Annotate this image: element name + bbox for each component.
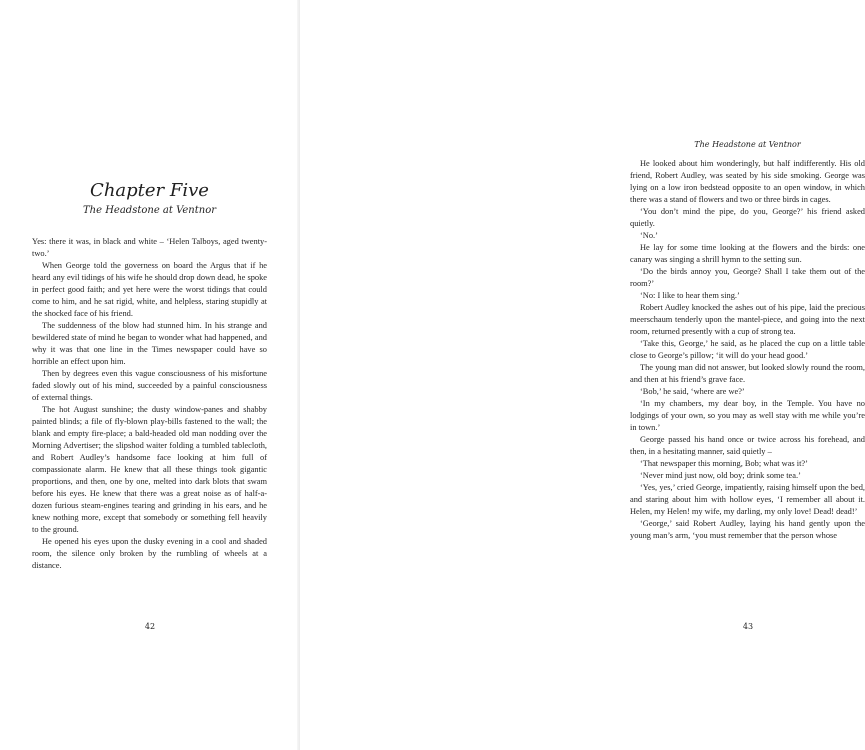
paragraph: ‘In my chambers, my dear boy, in the Temple. You have no lodgings of your own, so you may as well stay with me while you’re in town.’ [630, 399, 865, 432]
paragraph: ‘George,’ said Robert Audley, laying his hand gently upon the young man’s arm, ‘you must remember that the person whose [630, 519, 865, 540]
paragraph: Yes: there it was, in black and white – ‘Helen Talboys, aged twenty-two.’ [32, 237, 267, 258]
paragraph: ‘You don’t mind the pipe, do you, George?’ his friend asked quietly. [630, 207, 865, 228]
paragraph: He opened his eyes upon the dusky evening in a cool and shaded room, the silence only broken by the rumbling of wheels at a distance. [32, 537, 267, 570]
paragraph: Robert Audley knocked the ashes out of his pipe, laid the precious meerschaum tenderly upon the mantel-piece, and going into the next room, returned presently with a cup of strong tea. [630, 303, 865, 336]
chapter-subtitle: The Headstone at Ventnor [83, 205, 216, 216]
paragraph: The hot August sunshine; the dusty window-panes and shabby painted blinds; a file of fly-blown play-bills fastened to the wall; the blank and empty fire-place; a bald-headed old man nodding over the Morning Advertiser; the slipshod waiter folding a tumbled tablecloth, and Robert Audley’s handsome face looking at him full of compassionate alarm. He knew that all these things took gigantic proportions, and then, one by one, melted into dark blots that swam before his eyes. He knew that there was a great noise as of half-a-dozen furious steam-engines tearing and grinding in his ears, and he knew nothing more, except that somebody or something fell heavily to the ground. [32, 405, 267, 534]
left-page [0, 0, 300, 750]
paragraph: When George told the governess on board the Argus that if he heard any evil tidings of his wife he should drop down dead, he spoke in perfect good faith; and yet here were the worst tidings that could come to him, and he sat rigid, white, and helpless, staring stupidly at the shocked face of his friend. [32, 261, 267, 318]
right-page [300, 0, 865, 750]
paragraph: The suddenness of the blow had stunned him. In his strange and bewildered state of mind he began to wonder what had happened, and why it was that one line in the Times newspaper could have so horrible an effect upon him. [32, 321, 267, 366]
chapter-title: Chapter Five [90, 180, 209, 201]
paragraph: ‘Bob,’ he said, ‘where are we?’ [640, 387, 745, 396]
right-page-body [630, 158, 865, 542]
paragraph: Then by degrees even this vague consciousness of his misfortune faded slowly out of his mind, succeeded by a painful consciousness of external things. [32, 369, 267, 402]
page-number-right: 43 [742, 622, 754, 631]
paragraph: ‘Do the birds annoy you, George? Shall I take them out of the room?’ [630, 267, 865, 288]
paragraph: The young man did not answer, but looked slowly round the room, and then at his friend’s grave face. [630, 363, 865, 384]
paragraph: ‘Take this, George,’ he said, as he placed the cup on a little table close to George’s pillow; ‘it will do your head good.’ [630, 339, 865, 360]
paragraph: ‘Yes, yes,’ cried George, impatiently, raising himself upon the bed, and staring about him with hollow eyes, ‘I remember all about it. Helen, my Helen! my wife, my darling, my only love! Dead! dead!’ [630, 483, 865, 516]
paragraph: He lay for some time looking at the flowers and the birds: one canary was singing a shrill hymn to the setting sun. [630, 243, 865, 264]
paragraph: He looked about him wonderingly, but half indifferently. His old friend, Robert Audley, was seated by his side smoking. George was lying on a low iron bedstead opposite to an open window, in which there was a stand of flowers and two or three birds in cages. [630, 159, 865, 204]
paragraph: ‘No.’ [640, 231, 658, 240]
paragraph: ‘That newspaper this morning, Bob; what was it?’ [640, 459, 808, 468]
running-head: The Headstone at Ventnor [694, 140, 801, 149]
left-page-body [32, 236, 267, 572]
paragraph: ‘Never mind just now, old boy; drink some tea.’ [640, 471, 801, 480]
paragraph: George passed his hand once or twice across his forehead, and then, in a hesitating manner, said quietly – [630, 435, 865, 456]
page-number-left: 42 [144, 622, 156, 631]
paragraph: ‘No: I like to hear them sing.’ [640, 291, 740, 300]
